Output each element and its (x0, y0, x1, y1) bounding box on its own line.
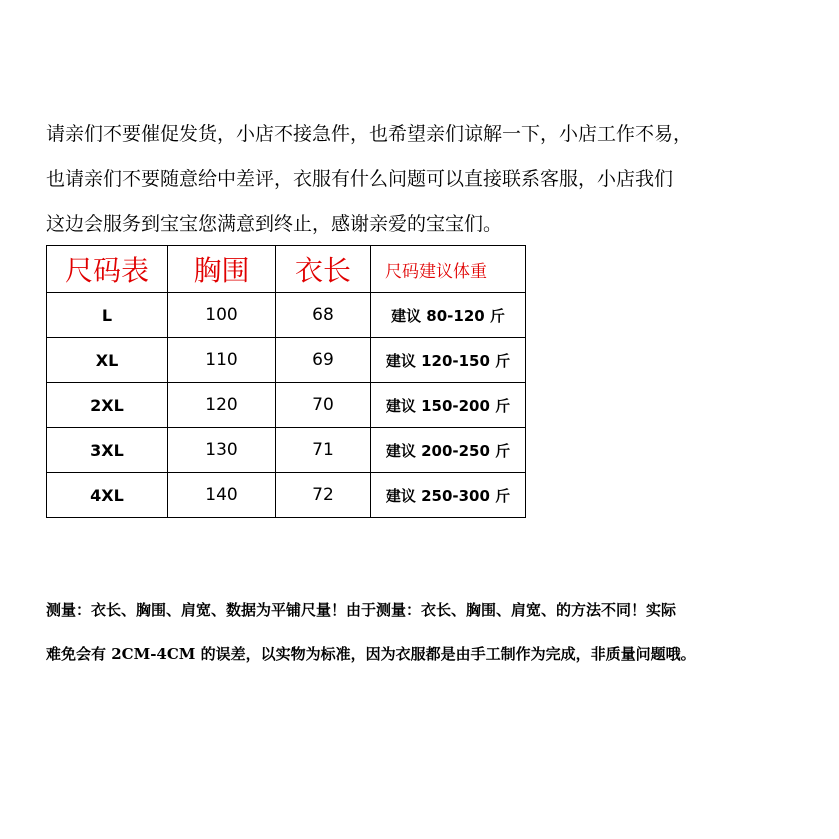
length-cell: 69 (276, 338, 371, 383)
size-cell: L (47, 293, 168, 338)
table-header-row (47, 246, 526, 293)
length-cell: 72 (276, 473, 371, 518)
size-cell: 4XL (47, 473, 168, 518)
weight-cell: 建议 150-200 斤 (371, 383, 526, 428)
table-row (47, 428, 526, 473)
table-row (47, 293, 526, 338)
size-cell: XL (47, 338, 168, 383)
note-line: 难免会有 2CM-4CM 的误差，以实物为标准，因为衣服都是由手工制作为完成，非质量问题哦。 (46, 645, 696, 663)
length-cell: 70 (276, 383, 371, 428)
measurement-note (46, 588, 826, 676)
header-chest: 胸围 (168, 246, 276, 293)
intro-line: 也请亲们不要随意给中差评，衣服有什么问题可以直接联系客服，小店我们 (46, 168, 674, 190)
header-length: 衣长 (276, 246, 371, 293)
chest-cell: 120 (168, 383, 276, 428)
chest-cell: 110 (168, 338, 276, 383)
table-row (47, 383, 526, 428)
intro-line: 这边会服务到宝宝您满意到终止，感谢亲爱的宝宝们。 (46, 213, 503, 235)
header-weight: 尺码建议体重 (371, 246, 526, 293)
weight-cell: 建议 80-120 斤 (371, 293, 526, 338)
note-line: 测量：衣长、胸围、肩宽、数据为平铺尺量！由于测量：衣长、胸围、肩宽、的方法不同！实际 (46, 601, 677, 619)
intro-text (46, 112, 826, 247)
chest-cell: 100 (168, 293, 276, 338)
header-size: 尺码表 (47, 246, 168, 293)
weight-cell: 建议 200-250 斤 (371, 428, 526, 473)
size-chart-table (46, 245, 526, 518)
length-cell: 71 (276, 428, 371, 473)
size-cell: 3XL (47, 428, 168, 473)
size-cell: 2XL (47, 383, 168, 428)
weight-cell: 建议 120-150 斤 (371, 338, 526, 383)
table-row (47, 338, 526, 383)
chest-cell: 140 (168, 473, 276, 518)
weight-cell: 建议 250-300 斤 (371, 473, 526, 518)
chest-cell: 130 (168, 428, 276, 473)
length-cell: 68 (276, 293, 371, 338)
intro-line: 请亲们不要催促发货，小店不接急件，也希望亲们谅解一下，小店工作不易， (46, 123, 693, 145)
table-row (47, 473, 526, 518)
